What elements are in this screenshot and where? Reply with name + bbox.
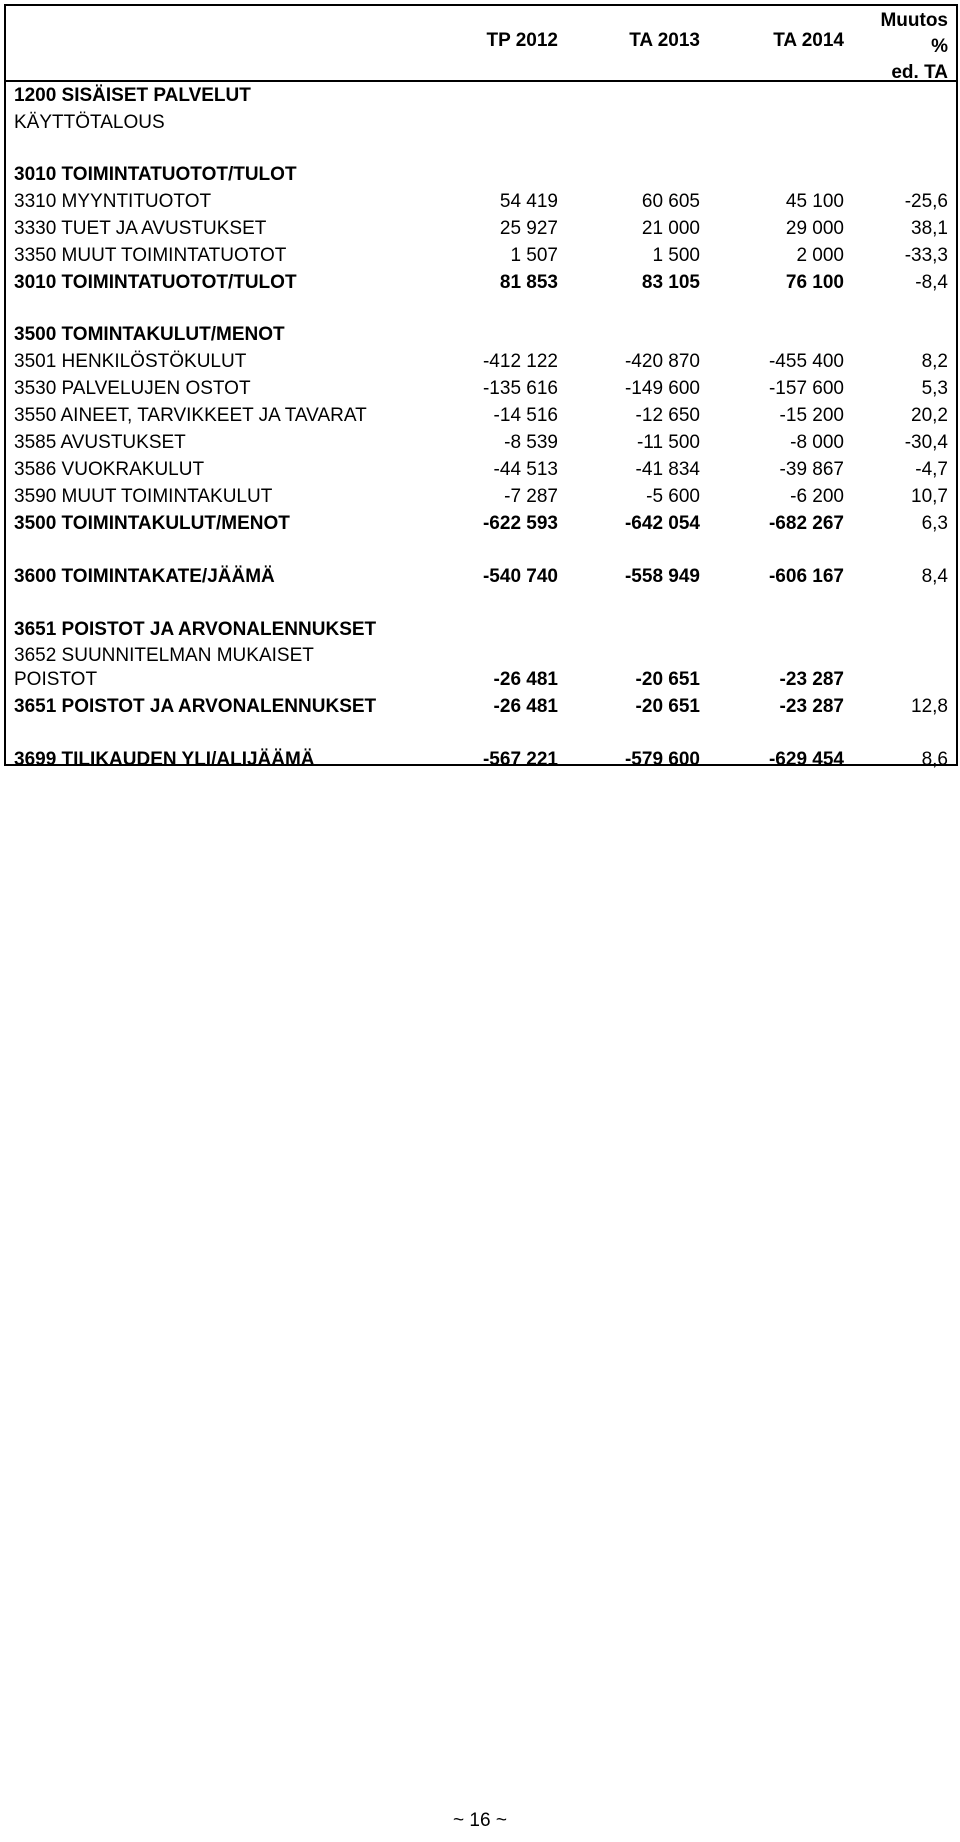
cell-change: 8,6	[921, 749, 948, 770]
cell-tp2012: -135 616	[482, 378, 558, 399]
cell-tp2012: -567 221	[482, 749, 558, 770]
cell-change: 6,3	[921, 513, 948, 534]
cell-ta2013: -12 650	[635, 405, 700, 426]
group-heading-text: 3010 TOIMINTATUOTOT/TULOT	[14, 164, 297, 185]
cell-change: 5,3	[921, 378, 948, 399]
col-header-tp2012: TP 2012	[486, 30, 558, 51]
cell-ta2014: -39 867	[779, 459, 844, 480]
table-row	[6, 402, 956, 429]
change-header-line2: %	[931, 36, 948, 57]
cell-ta2013: -41 834	[635, 459, 700, 480]
cell-change: 8,4	[921, 566, 948, 587]
cell-tp2012: -412 122	[482, 351, 558, 372]
cell-ta2013: -20 651	[635, 696, 700, 717]
cell-tp2012: -622 593	[482, 513, 558, 534]
spacer	[6, 136, 956, 161]
cell-tp2012: 54 419	[499, 191, 558, 212]
section-subtitle	[6, 109, 956, 136]
row-label: 3530 PALVELUJEN OSTOT	[14, 378, 251, 399]
table-header	[6, 6, 956, 82]
row-label-line2: POISTOT	[14, 669, 98, 690]
row-label: 3600 TOIMINTAKATE/JÄÄMÄ	[14, 566, 275, 587]
cell-ta2014: 2 000	[796, 245, 844, 266]
cell-change: 8,2	[921, 351, 948, 372]
cell-ta2014: -629 454	[768, 749, 844, 770]
col-header-ta2013: TA 2013	[629, 30, 700, 51]
cell-tp2012: 1 507	[510, 245, 558, 266]
row-label: 3585 AVUSTUKSET	[14, 432, 186, 453]
budget-table	[4, 4, 958, 770]
cell-change: -25,6	[904, 191, 948, 212]
table-row	[6, 188, 956, 215]
row-label	[14, 644, 314, 692]
total-row-expenses	[6, 510, 956, 537]
cell-ta2014: -23 287	[779, 696, 844, 717]
change-header-line3: ed. TA	[891, 62, 948, 83]
row-label: 3699 TILIKAUDEN YLI/ALIJÄÄMÄ	[14, 749, 315, 770]
group-heading-text: 3651 POISTOT JA ARVONALENNUKSET	[14, 619, 377, 640]
cell-change: 12,8	[911, 696, 948, 717]
col-header-ta2014: TA 2014	[773, 30, 844, 51]
cell-ta2014: -455 400	[768, 351, 844, 372]
table-row	[6, 242, 956, 269]
group-heading-expenses	[6, 321, 956, 348]
cell-ta2014: 45 100	[785, 191, 844, 212]
table-row	[6, 429, 956, 456]
row-label: 3590 MUUT TOIMINTAKULUT	[14, 486, 273, 507]
page-number: ~ 16 ~	[453, 1810, 507, 1831]
cell-ta2013: 1 500	[652, 245, 700, 266]
group-heading-income	[6, 161, 956, 188]
cell-ta2013: -5 600	[646, 486, 700, 507]
cell-ta2013: -579 600	[624, 749, 700, 770]
cell-tp2012: 81 853	[499, 272, 558, 293]
section-title-text: 1200 SISÄISET PALVELUT	[14, 85, 251, 106]
total-row-income	[6, 269, 956, 296]
cell-ta2013: -642 054	[624, 513, 700, 534]
cell-ta2014: -6 200	[790, 486, 844, 507]
cell-change: -33,3	[904, 245, 948, 266]
cell-tp2012: -7 287	[504, 486, 558, 507]
total-row-depreciation	[6, 693, 956, 720]
table-row	[6, 215, 956, 242]
row-label: 3586 VUOKRAKULUT	[14, 459, 205, 480]
table-row	[6, 483, 956, 510]
group-heading-depreciation	[6, 616, 956, 643]
spacer	[6, 720, 956, 746]
cell-change: -30,4	[904, 432, 948, 453]
row-label: 3330 TUET JA AVUSTUKSET	[14, 218, 267, 239]
cell-change: -8,4	[915, 272, 948, 293]
col-header-change	[880, 8, 948, 86]
change-header-line1: Muutos	[880, 10, 948, 31]
margin-row	[6, 563, 956, 590]
cell-ta2013: -558 949	[624, 566, 700, 587]
cell-change: 10,7	[911, 486, 948, 507]
spacer	[6, 537, 956, 563]
row-label: 3010 TOIMINTATUOTOT/TULOT	[14, 272, 297, 293]
table-body	[6, 82, 956, 773]
group-heading-text: 3500 TOMINTAKULUT/MENOT	[14, 324, 285, 345]
cell-tp2012: -26 481	[493, 669, 558, 690]
cell-ta2014: -15 200	[779, 405, 844, 426]
cell-ta2014: 76 100	[785, 272, 844, 293]
cell-tp2012: -44 513	[493, 459, 558, 480]
row-label-line1: 3652 SUUNNITELMAN MUKAISET	[14, 645, 314, 666]
cell-ta2013: 60 605	[641, 191, 700, 212]
cell-ta2013: -20 651	[635, 669, 700, 690]
cell-change: 20,2	[911, 405, 948, 426]
cell-ta2013: -11 500	[636, 432, 700, 453]
cell-ta2013: -149 600	[624, 378, 700, 399]
cell-ta2014: -23 287	[779, 669, 844, 690]
cell-ta2014: 29 000	[785, 218, 844, 239]
section-subtitle-text: KÄYTTÖTALOUS	[14, 112, 165, 133]
cell-ta2013: -420 870	[624, 351, 700, 372]
cell-change: 38,1	[911, 218, 948, 239]
section-title	[6, 82, 956, 109]
cell-change: -4,7	[915, 459, 948, 480]
cell-tp2012: -14 516	[493, 405, 558, 426]
spacer	[6, 296, 956, 321]
table-row	[6, 375, 956, 402]
table-row	[6, 456, 956, 483]
row-label: 3550 AINEET, TARVIKKEET JA TAVARAT	[14, 405, 367, 426]
result-row	[6, 746, 956, 773]
cell-ta2014: -606 167	[768, 566, 844, 587]
cell-ta2014: -157 600	[768, 378, 844, 399]
row-label: 3350 MUUT TOIMINTATUOTOT	[14, 245, 287, 266]
cell-ta2013: 83 105	[641, 272, 700, 293]
cell-ta2014: -682 267	[768, 513, 844, 534]
cell-ta2014: -8 000	[790, 432, 844, 453]
table-row	[6, 348, 956, 375]
cell-tp2012: -8 539	[504, 432, 558, 453]
spacer	[6, 590, 956, 616]
cell-tp2012: -26 481	[493, 696, 558, 717]
cell-tp2012: -540 740	[482, 566, 558, 587]
table-row	[6, 643, 956, 693]
cell-ta2013: 21 000	[641, 218, 700, 239]
row-label: 3651 POISTOT JA ARVONALENNUKSET	[14, 696, 377, 717]
row-label: 3501 HENKILÖSTÖKULUT	[14, 351, 247, 372]
row-label: 3500 TOIMINTAKULUT/MENOT	[14, 513, 290, 534]
cell-tp2012: 25 927	[499, 218, 558, 239]
row-label: 3310 MYYNTITUOTOT	[14, 191, 212, 212]
